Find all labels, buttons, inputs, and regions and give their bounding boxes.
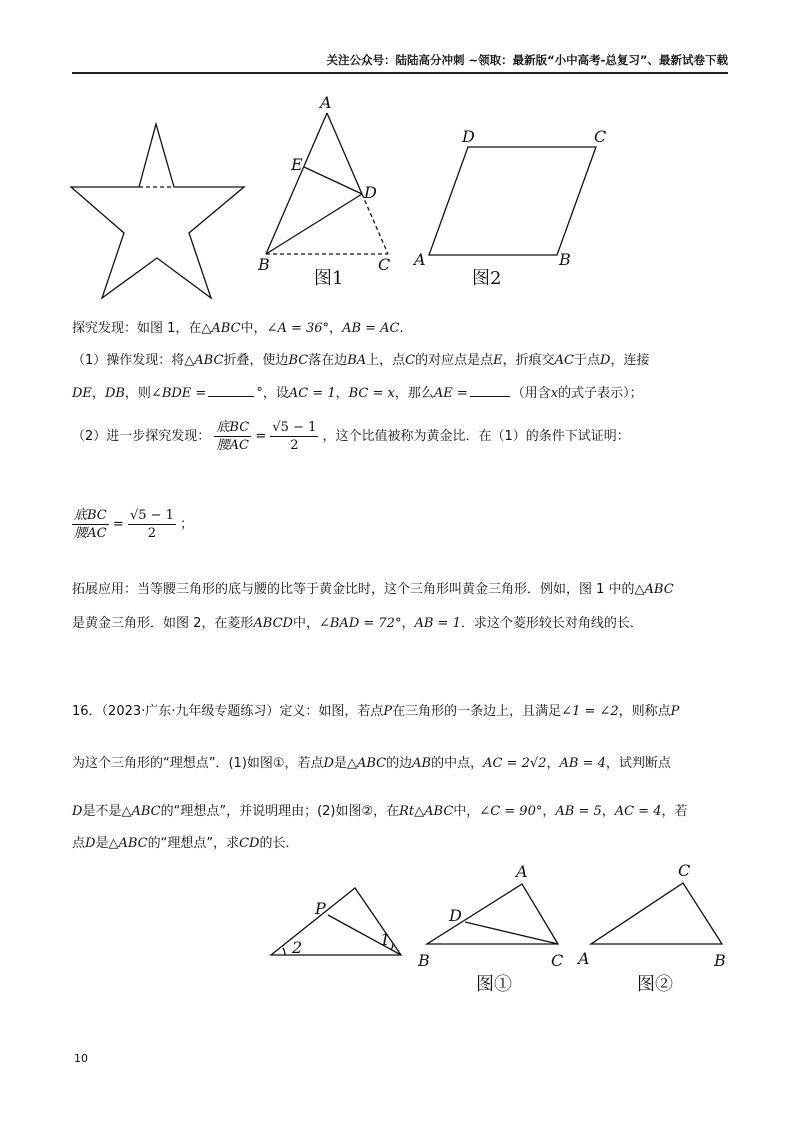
text: 为这个三角形的“理想点”．(1)如图①，若点 xyxy=(72,756,324,771)
equals: = xyxy=(112,517,124,532)
text: . xyxy=(399,321,404,336)
equals: = xyxy=(255,429,267,444)
math: CD xyxy=(239,836,260,851)
math: AB = AC xyxy=(342,321,400,336)
math: △ABC xyxy=(201,321,241,336)
math: Rt△ABC xyxy=(399,804,454,819)
caption-fig2: 图2 xyxy=(472,268,502,289)
math: AE = xyxy=(433,386,468,401)
label-e: E xyxy=(291,155,303,174)
denominator: 2 xyxy=(290,438,299,453)
text: 折叠，使边 xyxy=(223,353,289,368)
text: 的长． xyxy=(259,836,299,851)
text: 于点 xyxy=(574,353,601,368)
text: ， xyxy=(91,386,105,401)
label-rhombus-a: A xyxy=(414,250,426,269)
answer-blank-angle[interactable] xyxy=(208,384,254,397)
rhombus-abcd xyxy=(429,147,596,255)
math: ∠1 = ∠2 xyxy=(561,704,619,719)
text: 的“理想点”，并说明理由；(2)如图②，在 xyxy=(160,804,400,819)
text: ，则称点 xyxy=(618,704,671,719)
tri-side-ac-solid xyxy=(327,113,362,194)
text: 中， xyxy=(453,804,480,819)
text: ，连接 xyxy=(610,353,650,368)
math: DB xyxy=(104,386,125,401)
label-fig1-b: B xyxy=(418,951,430,970)
text: ， xyxy=(542,804,556,819)
text: 中， xyxy=(292,616,319,631)
text: ，若 xyxy=(661,804,688,819)
text: ，折痕交 xyxy=(502,353,555,368)
label-fig2-a: A xyxy=(578,949,590,968)
math: D xyxy=(72,804,83,819)
denominator: 腰AC xyxy=(74,526,107,541)
math: ∠BAD = 72° xyxy=(318,616,402,631)
angle-1-arc xyxy=(391,943,393,950)
text: ， xyxy=(335,386,349,401)
math: AB = 5 xyxy=(555,804,602,819)
numerator: √5 − 1 xyxy=(129,508,174,523)
caption-fig-circle1: 图① xyxy=(476,974,512,995)
p15-proof-target xyxy=(72,506,193,544)
p16-line4 xyxy=(72,834,298,854)
text: ， xyxy=(546,756,560,771)
p15-extension-line1 xyxy=(72,580,674,600)
math: △ABC xyxy=(184,353,224,368)
label-angle-2: 2 xyxy=(292,938,303,957)
golden-ratio-fraction xyxy=(128,507,176,542)
text: 中， xyxy=(240,321,267,336)
math: AB xyxy=(412,756,432,771)
p15-part1-line2 xyxy=(72,384,643,404)
p15-extension-line2 xyxy=(72,614,643,634)
text: （2）进一步探究发现： xyxy=(72,429,211,444)
text: 上，点 xyxy=(366,353,406,368)
text: ，那么 xyxy=(394,386,434,401)
math: AB = 4 xyxy=(559,756,606,771)
math: D xyxy=(600,353,611,368)
p15-part1-line1 xyxy=(72,351,649,371)
label-fig2-b: B xyxy=(714,951,726,970)
text: 的对应点是点 xyxy=(415,353,494,368)
p15-intro xyxy=(72,319,404,339)
text: 16．（2023·广东·九年级专题练习）定义：如图，若点 xyxy=(72,704,384,719)
answer-blank-ae[interactable] xyxy=(470,384,510,397)
label-b: B xyxy=(258,255,270,274)
text: °，设 xyxy=(256,386,289,401)
text: 的中点， xyxy=(431,756,484,771)
math: E xyxy=(493,353,503,368)
text: 探究发现：如图 1，在 xyxy=(72,321,202,336)
math: AB = 1 xyxy=(414,616,461,631)
numerator: √5 − 1 xyxy=(272,420,317,435)
header-text: 关注公众号：陆陆高分冲刺 ~领取：最新版“小中高考-总复习”、最新试卷下载 xyxy=(326,53,728,67)
star-figure xyxy=(71,124,244,298)
numerator: 底BC xyxy=(216,420,250,435)
math: P xyxy=(670,704,680,719)
segment-dc-fig1 xyxy=(465,922,558,944)
p15-part2 xyxy=(72,418,630,456)
label-d: D xyxy=(364,183,377,202)
right-triangle-fig2 xyxy=(591,883,722,944)
label-fig1-d: D xyxy=(449,906,462,925)
text: （1）操作发现：将 xyxy=(72,353,185,368)
label-a: A xyxy=(320,93,332,112)
math: BA xyxy=(347,353,367,368)
math: ABCD xyxy=(253,616,293,631)
math: AC = 1 xyxy=(288,386,336,401)
math: ∠A = 36° xyxy=(266,321,330,336)
math: AC = 4 xyxy=(614,804,662,819)
tri-segment-ed xyxy=(304,167,362,194)
label-angle-1: 1 xyxy=(380,930,391,949)
text: 落在边 xyxy=(308,353,348,368)
math: AC xyxy=(554,353,574,368)
page-number: 10 xyxy=(74,1052,88,1065)
math: DE xyxy=(72,386,92,401)
p16-line2 xyxy=(72,754,671,774)
math: BC xyxy=(288,353,309,368)
label-fig1-c: C xyxy=(551,951,564,970)
caption-fig-circle2: 图② xyxy=(637,974,673,995)
text: ； xyxy=(180,517,194,532)
text: ，试判断点 xyxy=(605,756,671,771)
text: ， xyxy=(329,321,343,336)
tri-segment-bd xyxy=(266,194,362,254)
math: △ABC xyxy=(634,582,674,597)
math: ∠C = 90° xyxy=(479,804,543,819)
text: ．求这个菱形较长对角线的长． xyxy=(460,616,643,631)
ratio-fraction xyxy=(72,507,109,542)
angle-2-arc xyxy=(283,948,285,955)
text: 的式子表示）； xyxy=(558,386,643,401)
label-fig1-a: A xyxy=(516,862,528,881)
denominator: 腰AC xyxy=(216,438,249,453)
text: 是 xyxy=(95,836,109,851)
text: （用含 xyxy=(511,386,551,401)
text: 点 xyxy=(72,836,86,851)
text: 是不是 xyxy=(82,804,122,819)
golden-ratio-fraction xyxy=(270,419,318,454)
ratio-fraction xyxy=(214,419,251,454)
label-rhombus-d: D xyxy=(462,127,475,146)
label-rhombus-c: C xyxy=(594,127,607,146)
triangle-fig1 xyxy=(427,884,558,944)
text: 是黄金三角形．如图 2，在菱形 xyxy=(72,616,254,631)
text: ，则 xyxy=(124,386,151,401)
label-p: P xyxy=(315,899,326,918)
label-c: C xyxy=(378,255,391,274)
text: 在三角形的一条边上，且满足 xyxy=(392,704,562,719)
numerator: 底BC xyxy=(74,508,107,523)
label-fig2-c: C xyxy=(678,861,691,880)
label-rhombus-b: B xyxy=(559,250,571,269)
text: 的“理想点”，求 xyxy=(147,836,240,851)
denominator: 2 xyxy=(147,526,157,541)
tri-side-dc-dashed xyxy=(362,194,388,254)
tri-side-ab xyxy=(266,113,327,254)
math: △ABC xyxy=(121,804,161,819)
caption-fig1: 图1 xyxy=(314,268,344,289)
p16-line1 xyxy=(72,702,679,722)
math: D xyxy=(85,836,96,851)
text: ， xyxy=(601,804,615,819)
math: D xyxy=(323,756,334,771)
math: △ABC xyxy=(347,756,387,771)
math: AC = 2√2 xyxy=(483,756,547,771)
math: BC = x xyxy=(348,386,395,401)
p16-line3 xyxy=(72,802,688,822)
math: P xyxy=(383,704,393,719)
text: ，这个比值被称为黄金比．在（1）的条件下试证明： xyxy=(322,429,630,444)
text: ， xyxy=(401,616,415,631)
text: 的边 xyxy=(386,756,413,771)
text: 拓展应用：当等腰三角形的底与腰的比等于黄金比时，这个三角形叫黄金三角形．例如，图 1 中的 xyxy=(72,582,635,597)
text: 是 xyxy=(333,756,347,771)
math: △ABC xyxy=(108,836,148,851)
math: C xyxy=(405,353,416,368)
math: ∠BDE = xyxy=(150,386,207,401)
math: x xyxy=(550,386,559,401)
